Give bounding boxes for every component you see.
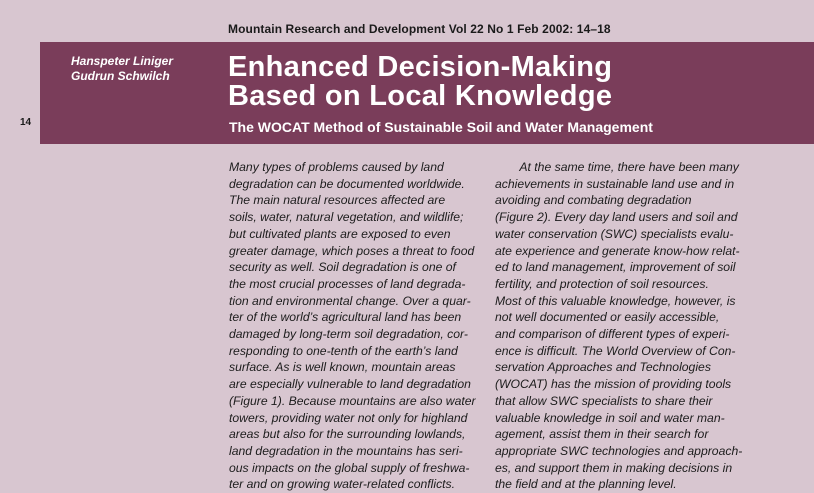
text-line: ous impacts on the global supply of freshwa- xyxy=(229,460,470,475)
text-line: ter of the world’s agricultural land has been xyxy=(229,310,462,325)
text-line: ter and on growing water-related conflicts. xyxy=(229,477,456,492)
text-line: (Figure 2). Every day land users and soil and xyxy=(495,210,738,225)
text-line: the most crucial processes of land degrada- xyxy=(229,276,466,291)
author-name: Hanspeter Liniger xyxy=(71,54,174,68)
text-line: es, and support them in making decisions in xyxy=(495,460,733,475)
text-line: valuable knowledge in soil and water man- xyxy=(495,410,725,425)
text-line: greater damage, which poses a threat to food xyxy=(229,243,475,258)
text-line: that allow SWC specialists to share their xyxy=(495,393,713,408)
text-line: Many types of problems caused by land xyxy=(229,160,444,174)
text-line: and comparison of different types of experi- xyxy=(495,327,730,342)
text-line: The main natural resources affected are xyxy=(229,193,446,208)
text-line: agement, assist them in their search for xyxy=(495,427,709,442)
body-column-right xyxy=(495,159,742,493)
text-line: servation Approaches and Technologies xyxy=(495,360,711,375)
article-subtitle: The WOCAT Method of Sustainable Soil and Water Management xyxy=(229,119,653,135)
text-line: ed to land management, improvement of soil xyxy=(495,260,736,275)
text-line: (WOCAT) has the mission of providing tools xyxy=(495,377,732,392)
text-line: security as well. Soil degradation is one of xyxy=(229,260,456,275)
text-line: soils, water, natural vegetation, and wildlife; xyxy=(229,210,464,225)
text-line: ate experience and generate know-how relat- xyxy=(495,243,740,258)
text-line: fertility, and protection of soil resources. xyxy=(495,276,709,291)
body-column-left xyxy=(229,159,476,493)
text-line: (Figure 1). Because mountains are also water xyxy=(229,393,476,408)
article-title xyxy=(228,53,612,111)
text-line: tion and environmental change. Over a quar- xyxy=(229,293,471,308)
journal-citation: Mountain Research and Development Vol 22 No 1 Feb 2002: 14–18 xyxy=(228,22,611,36)
text-line: ence is difficult. The World Overview of Con- xyxy=(495,343,736,358)
text-line: land degradation in the mountains has seri- xyxy=(229,443,463,458)
page-number: 14 xyxy=(20,117,32,128)
title-line: Enhanced Decision-Making xyxy=(228,51,613,83)
text-line: damaged by long-term soil degradation, cor- xyxy=(229,327,468,342)
author-list xyxy=(71,54,173,84)
text-line: surface. As is well known, mountain areas xyxy=(229,360,456,375)
text-line: are especially vulnerable to land degradation xyxy=(229,377,471,392)
text-line: achievements in sustainable land use and in xyxy=(495,176,735,191)
text-line: not well documented or easily accessible, xyxy=(495,310,720,325)
text-line: responding to one-tenth of the earth’s land xyxy=(229,343,458,358)
text-line: towers, providing water not only for highland xyxy=(229,410,468,425)
title-line: Based on Local Knowledge xyxy=(228,80,613,112)
author-name: Gudrun Schwilch xyxy=(71,69,170,83)
text-line: water conservation (SWC) specialists evalu- xyxy=(495,226,734,241)
text-line: At the same time, there have been many xyxy=(495,160,739,174)
text-line: Most of this valuable knowledge, however, is xyxy=(495,293,736,308)
text-line: avoiding and combating degradation xyxy=(495,193,692,208)
text-line: the field and at the planning level. xyxy=(495,477,677,492)
text-line: degradation can be documented worldwide. xyxy=(229,176,465,191)
text-line: appropriate SWC technologies and approach- xyxy=(495,443,743,458)
text-line: but cultivated plants are exposed to even xyxy=(229,226,451,241)
text-line: areas but also for the surrounding lowlands, xyxy=(229,427,466,442)
